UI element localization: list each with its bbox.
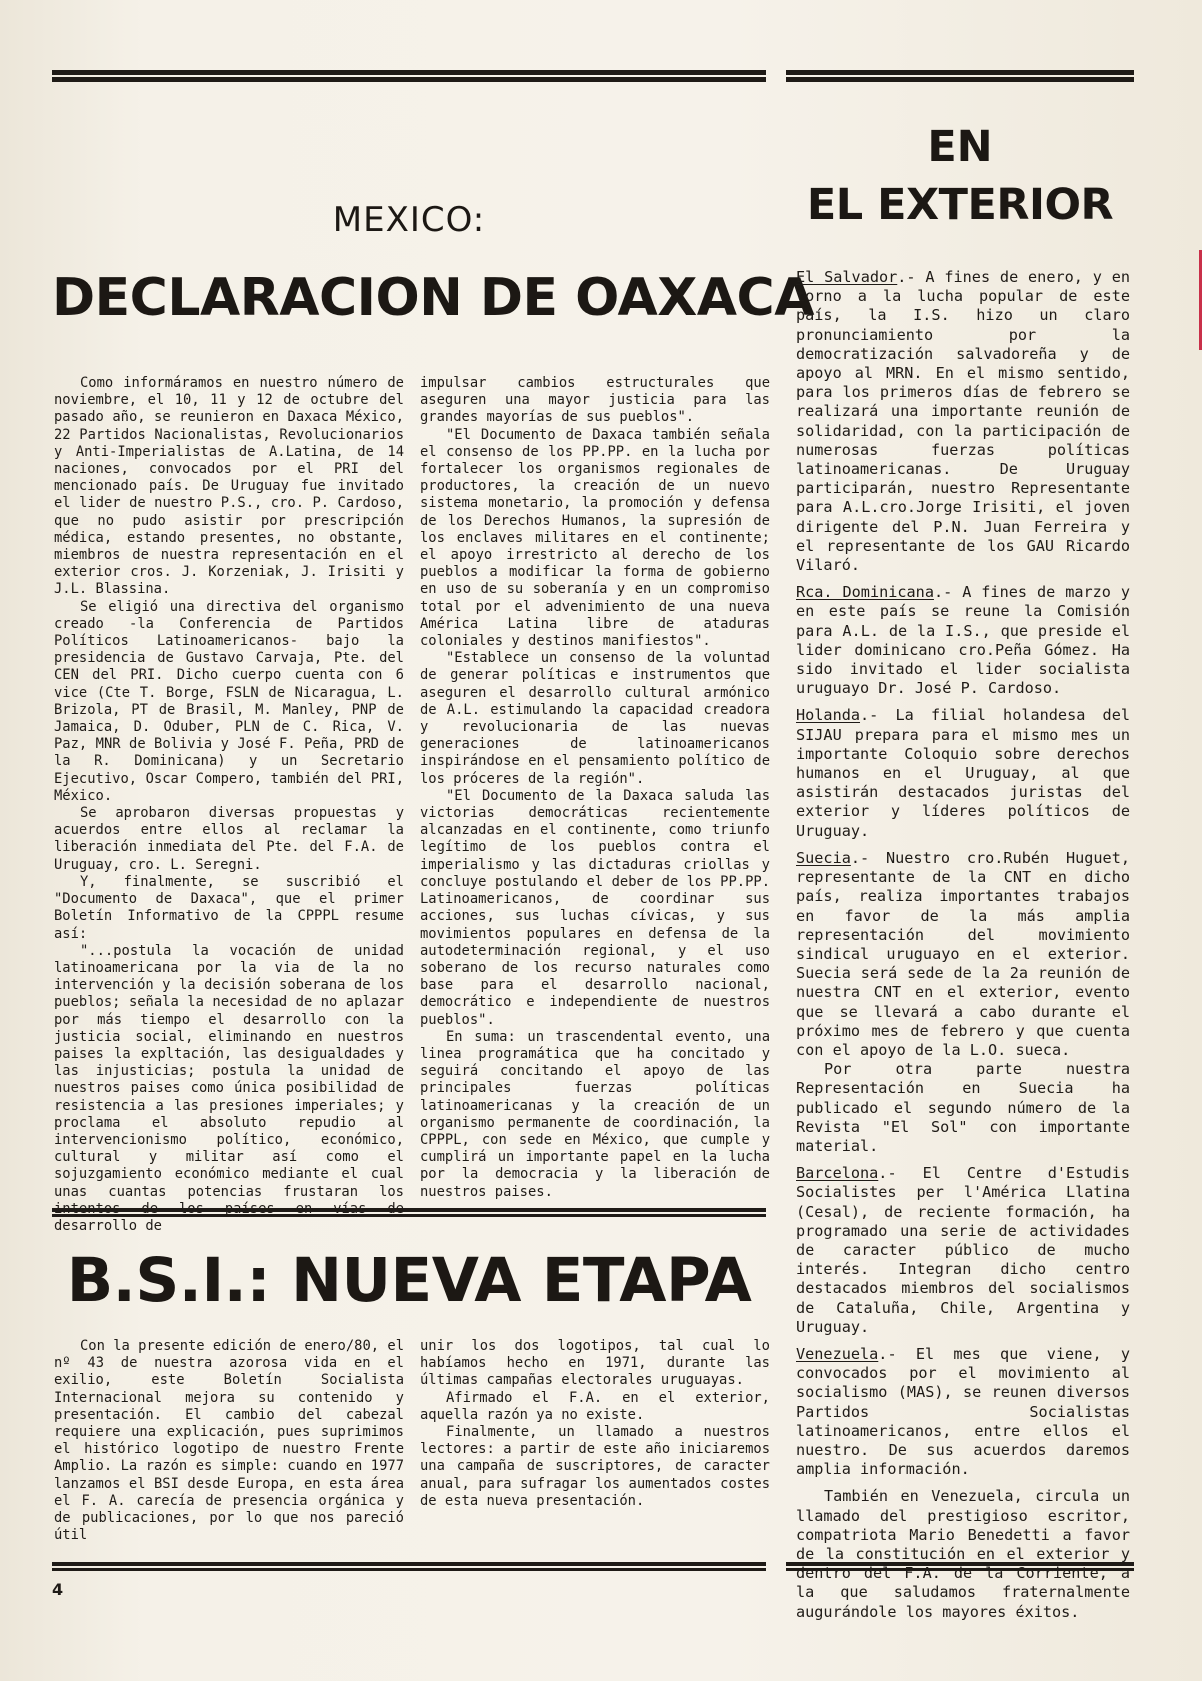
paragraph: Se aprobaron diversas propuestas y acuerdos entre ellos al reclamar la liberación inmediata del Pte. del F.A. de Uruguay, cro. L. Seregni. [54,805,404,873]
paragraph: Con la presente edición de enero/80, el nº 43 de nuestra azorosa vida en el exilio, este Boletín Socialista Internacional mejora su contenido y presentación. El cambio del cabezal requiere una explicación, pues suprimimos el histórico logotipo de nuestro Frente Amplio. La razón es simple: cuando en 1977 lanzamos el BSI desde Europa, en esta área el F. A. carecía de presencia orgánica y de publicaciones, por lo que nos pareció útil [54,1338,404,1544]
paragraph: impulsar cambios estructurales que aseguren una mayor justicia para las grandes mayorías de sus pueblos". [420,375,770,426]
place-name: El Salvador [796,268,898,286]
news-text: .- A fines de enero, y en torno a la lucha popular de este país, la I.S. hizo un claro pronunciamiento por la democratización salvadoreña y de apoyo al MRN. En el mismo sentido, para los primeros días de febrero se realizará una importante reunión de solidaridad, con la participación de numerosas fuerzas políticas latinoamericanas. De Uruguay participarán, nuestro Representante para A.L.cro.Jorge Irisiti, el joven dirigente del P.N. Juan Ferreira y el representante de los GAU Ricardo Vilaró. [796,268,1130,575]
news-text: .- Nuestro cro.Rubén Huguet, representante de la CNT en dicho país, realiza importantes trabajos en favor de la más amplia representación del movimiento sindical uruguayo en el exterior. Suecia será sede de la 2a reunión de nuestra CNT en el exterior, evento que se llevará a cabo durante el próximo mes de febrero y que cuenta con el apoyo de la L.O. sueca. [796,848,1130,1059]
place-name: Suecia [796,848,851,867]
paragraph: unir los dos logotipos, tal cual lo habíamos hecho en 1971, durante las últimas campañas electorales uruguayas. [420,1338,770,1389]
bsi-column-1 [54,1338,404,1544]
news-item-el-salvador [796,268,1130,575]
exterior-title-line-2: EL EXTERIOR [806,180,1114,230]
news-text: .- La filial holandesa del SIJAU prepara para el mismo mes un importante Coloquio sobre derechos humanos en el Uruguay, al que asistirán destacados juristas del exterior y líderes políticos de Uruguay. [796,706,1130,840]
news-item-holanda [796,706,1130,840]
place-name: Holanda [796,706,861,725]
place-name: Barcelona [796,1164,879,1183]
exterior-column [796,268,1130,1630]
place-name: Rca. Dominicana [796,583,934,602]
exterior-title-line-1: EN [927,122,993,172]
news-item-venezuela [796,1345,1130,1479]
mexico-kicker: MEXICO: [332,200,486,240]
news-text: Por otra parte nuestra Representación en Suecia ha publicado el segundo número de la Revista "El Sol" con importante material. [796,1060,1130,1155]
paragraph: Y, finalmente, se suscribió el "Documento de Daxaca", que el primer Boletín Informativo de la CPPPL resume así: [54,873,404,942]
news-text: .- A fines de marzo y en este país se reune la Comisión para A.L. de la I.S., que preside el lider dominicano cro.Peña Gómez. Ha sido invitado el lider socialista uruguayo Dr. José P. Cardoso. [796,583,1130,698]
paragraph: Afirmado el F.A. en el exterior, aquella razón ya no existe. [420,1389,770,1423]
mexico-title: DECLARACION DE OAXACA [52,268,814,328]
paragraph: Se eligió una directiva del organismo creado -la Conferencia de Partidos Políticos Latinoamericanos- bajo la presidencia de Gustavo Carvaja, Pte. del CEN del PRI. Dicho cuerpo cuenta con 6 vice (Cte T. Borge, FSLN de Nicaragua, L. Brizola, PT de Brasil, M. Manley, PNP de Jamaica, D. Oduber, PLN de C. Rica, V. Paz, MNR de Bolivia y José F. Peña, PRD de la R. Dominicana) y un Secretario Ejecutivo, Oscar Compero, también del PRI, México. [54,598,404,804]
news-text: .- El Centre d'Estudis Socialistes per l'América Llatina (Cesal), de reciente formación, ha programado una serie de actividades de caracter público de mucho interés. Integran dicho centro destacados miembros del socialismos de Cataluña, Chile, Argentina y Uruguay. [796,1164,1130,1336]
place-name: Venezuela [796,1344,879,1363]
top-rule-right [786,70,1134,82]
bsi-column-2 [420,1338,770,1510]
paragraph: "...postula la vocación de unidad latinoamericana por la via de la no intervención y la decisión soberana de los pueblos; señala la necesidad de no aplazar por más tiempo el desarrollo con la justicia social, eliminando en nuestros paises la expltación, las desigualdades y las injusticias; postula la unidad de nuestros paises como única posibilidad de resistencia a las presiones imperiales; y proclama el absoluto repudio al intervencionismo político, económico, cultural y militar así como el sojuzgamiento económico mediante el cual unas cuantas potencias frustaran los intentos de los países en vías de desarrollo de [54,942,404,1234]
page-number: 4 [52,1580,64,1599]
paragraph: "El Documento de Daxaca también señala el consenso de los PP.PP. en la lucha por fortalecer los organismos regionales de productores, la creación de un nuevo sistema monetario, la promoción y defensa de los Derechos Humanos, la supresión de los enclaves militares en el continente; el apoyo irrestricto al derecho de los pueblos a modificar la forma de gobierno en uso de su soberanía y en un compromiso total por el advenimiento de una nueva América Latina libre de ataduras coloniales y destinos manifiestos". [420,426,770,650]
news-item-venezuela-cont [796,1487,1130,1621]
bsi-title: B.S.I.: NUEVA ETAPA [66,1245,752,1316]
news-text: También en Venezuela, circula un llamado del prestigioso escritor, compatriota Mario Benedetti a favor de la constitución en el exterior y dentro del F.A. de la Corriente, a la que saludamos fraternalmente augurándole los mayores éxitos. [796,1487,1130,1621]
news-item-suecia-cont [796,1060,1130,1156]
paragraph: En suma: un trascendental evento, una linea programática que ha concitado y seguirá concitando el apoyo de las principales fuerzas políticas latinoamericanas y la creación de un organismo permanente de coordinación, la CPPPL, con sede en México, que cumple y cumplirá un importante papel en la lucha por la democracia y la liberación de nuestros paises. [420,1028,770,1200]
bsi-rule [52,1208,766,1217]
news-item-suecia [796,849,1130,1060]
top-rule-left [52,70,766,82]
bottom-rule-left [52,1562,766,1571]
news-item-barcelona [796,1164,1130,1337]
news-item-dominicana [796,583,1130,698]
paragraph: Finalmente, un llamado a nuestros lectores: a partir de este año iniciaremos una campaña de suscriptores, de caracter anual, para sufragar los aumentados costes de esta nueva presentación. [420,1424,770,1509]
bottom-rule-right [786,1562,1134,1571]
paragraph: "Establece un consenso de la voluntad de generar políticas e instrumentos que aseguren el desarrollo cultural armónico de A.L. estimulando la capacidad creadora y revolucionaria de las nuevas generaciones de latinoamericanos inspirándose en el pensamiento político de los próceres de la región". [420,650,770,787]
news-text: .- El mes que viene, y convocados por el movimiento al socialismo (MAS), se reunen diversos Partidos Socialistas latinoamericanos, entre ellos el nuestro. De sus acuerdos daremos amplia información. [796,1344,1130,1479]
mexico-column-1 [54,375,404,1235]
paragraph: "El Documento de la Daxaca saluda las victorias democráticas recientemente alcanzadas en el continente, como triunfo legítimo de los pueblos contra el imperialismo y las dictaduras criollas y concluye postulando el deber de los PP.PP. Latinoamericanos, de coordinar sus acciones, sus luchas cívicas, y sus movimientos populares en defensa de la autodeterminación regional, y el uso soberano de los recurso naturales como base para el desarrollo nacional, democrático e independiente de nuestros pueblos". [420,787,770,1028]
paragraph: Como informáramos en nuestro número de noviembre, el 10, 11 y 12 de octubre del pasado año, se reunieron en Daxaca México, 22 Partidos Nacionalistas, Revolucionarios y Anti-Imperialistas de A.Latina, de 14 naciones, convocados por el PRI del mencionado país. De Uruguay fue invitado el lider de nuestro P.S., cro. P. Cardoso, que no pudo asistir por prescripción médica, estando presentes, no obstante, miembros de nuestra representación en el exterior cros. J. Korzeniak, J. Irisiti y J.L. Blassina. [54,375,404,598]
mexico-column-2 [420,375,770,1201]
